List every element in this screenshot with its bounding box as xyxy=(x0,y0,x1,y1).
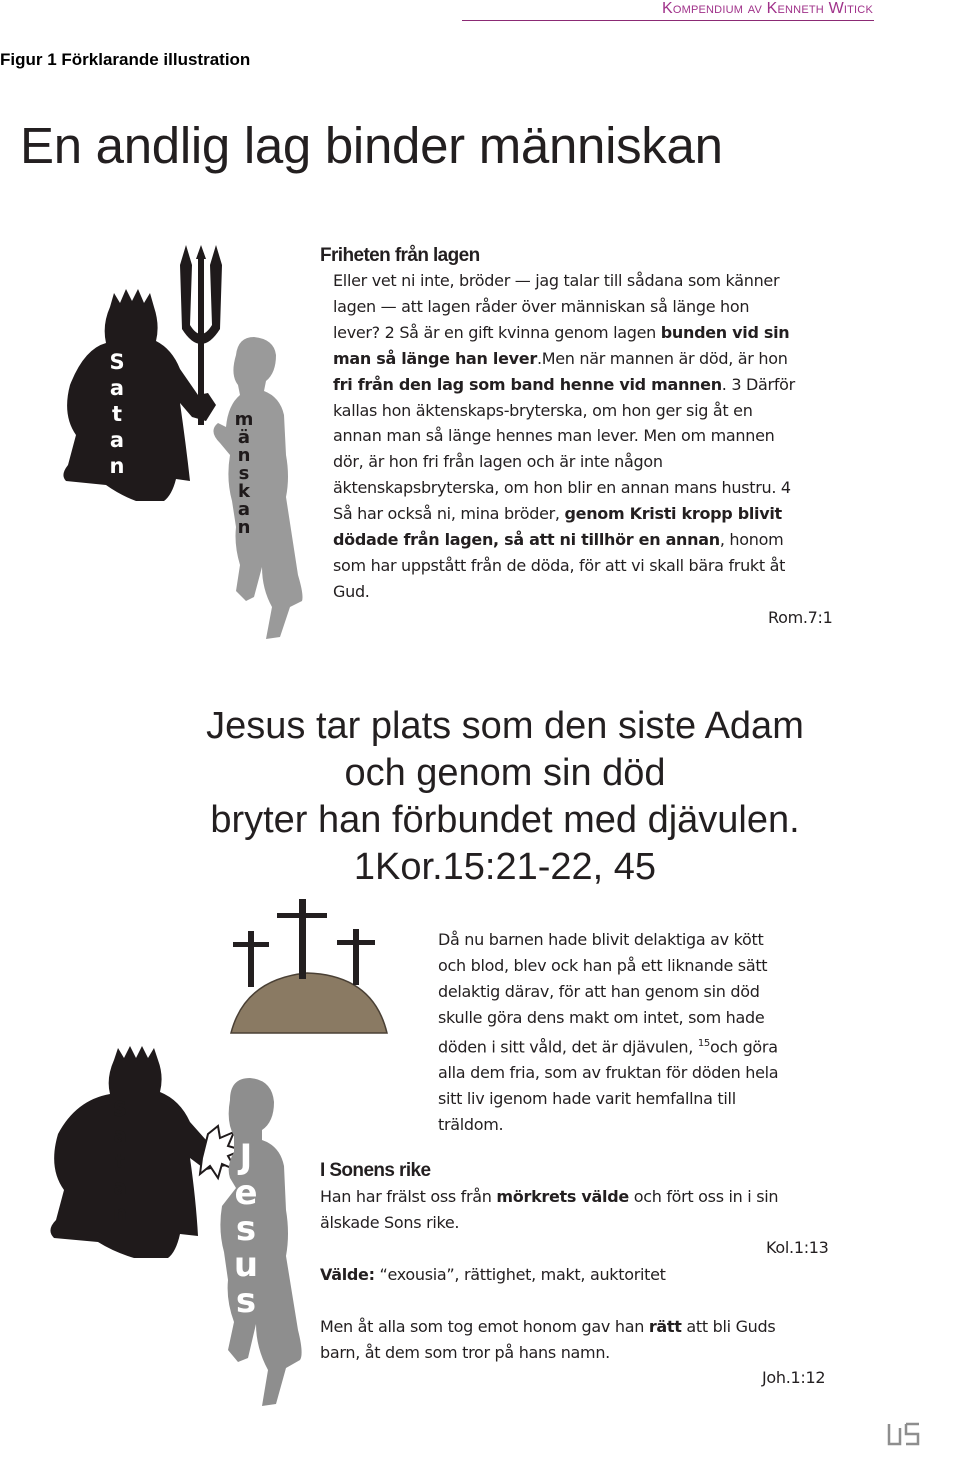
satan-letter: t xyxy=(111,402,123,426)
figure-label: Figur 1 Förklarande illustration xyxy=(0,50,251,69)
mid-title-line: och genom sin död xyxy=(344,752,666,794)
illustration-satan-human xyxy=(40,245,320,645)
text-line: älskade Sons rike. xyxy=(320,1212,460,1232)
term-label: Välde: xyxy=(320,1265,375,1284)
page-title: En andlig lag binder människan xyxy=(20,117,723,174)
reference-john: Joh.1:12 xyxy=(762,1368,826,1387)
text-line: lever? 2 Så är en gift kvinna genom lagen bunden vid sin xyxy=(333,322,790,342)
scripture-romans xyxy=(333,268,893,605)
text-line: skulle göra dens makt om intet, som hade xyxy=(438,1007,765,1027)
running-head: Kompendium av Kenneth Witick xyxy=(661,0,873,17)
text-line: annan man så länge hennes man lever. Men om mannen xyxy=(333,426,775,446)
human-letter: n xyxy=(237,445,251,466)
text-line: dör, är hon fri från lagen och är inte någon xyxy=(333,452,663,472)
satan-letter: S xyxy=(112,1097,128,1121)
satan-letter: a xyxy=(113,1123,127,1147)
human-letter: k xyxy=(238,481,250,502)
text-line: Så har också ni, mina bröder, genom Kristi kropp blivit xyxy=(333,504,782,524)
section-heading-kingdom: I Sonens rike xyxy=(320,1160,431,1181)
satan-letter: a xyxy=(109,376,125,400)
scripture-hebrews xyxy=(438,927,858,1138)
text-line: döden i sitt våld, det är djävulen, $^{15}$och göra xyxy=(438,1036,778,1056)
text-line: dödade från lagen, så att ni tillhör en annan, honom xyxy=(333,530,784,550)
text-line: Då nu barnen hade blivit delaktiga av kött xyxy=(438,930,764,949)
satan-letter: t xyxy=(115,1149,125,1173)
human-silhouette-icon xyxy=(213,337,302,639)
human-letter: a xyxy=(237,499,251,520)
hill-icon xyxy=(231,973,387,1033)
header-rule xyxy=(462,20,874,21)
text-line: sitt liv igenom hade varit hemfallna till xyxy=(438,1088,736,1108)
illustration-satan-jesus xyxy=(30,1030,320,1410)
jesus-letter: s xyxy=(235,1281,257,1321)
jesus-letter: s xyxy=(235,1209,257,1249)
text-line: Eller vet ni inte, bröder — jag talar till sådana som känner xyxy=(333,271,780,290)
human-letter: s xyxy=(238,463,250,484)
golgotha-illustration xyxy=(225,895,395,1040)
text-line: som har uppstått från de döda, för att vi skall bära frukt åt xyxy=(333,555,786,575)
text-line: Men åt alla som tog emot honom gav han rätt att bli Guds xyxy=(320,1317,776,1336)
cross-icon xyxy=(277,899,327,979)
text-line: man så länge han lever.Men när mannen är död, är hon xyxy=(333,348,788,368)
human-letter: m xyxy=(234,409,254,430)
cross-icon xyxy=(233,931,269,987)
text-line: alla dem fria, som av fruktan för döden hela xyxy=(438,1062,779,1082)
text-line: delaktig därav, för att han genom sin död xyxy=(438,981,760,1001)
scripture-colossians xyxy=(320,1184,880,1236)
mid-title xyxy=(60,703,950,891)
satan-letter: a xyxy=(113,1175,127,1199)
mid-title-line: Jesus tar plats som den siste Adam xyxy=(206,705,804,747)
text-line: Gud. xyxy=(333,581,370,601)
term-definition-text: “exousia”, rättighet, makt, auktoritet xyxy=(374,1265,666,1284)
satan-silhouette-icon xyxy=(50,1046,226,1258)
text-line: Han har frälst oss från mörkrets välde och fört oss in i sin xyxy=(320,1187,779,1206)
mid-title-line: 1Kor.15:21-22, 45 xyxy=(353,846,657,888)
verse-number: 15 xyxy=(697,1037,710,1049)
jesus-letter: u xyxy=(233,1245,259,1285)
text-line: lagen — att lagen råder över människan så länge hon xyxy=(333,296,750,316)
satan-letter: a xyxy=(109,428,125,452)
human-letter: ä xyxy=(237,427,251,448)
text-line: träldom. xyxy=(438,1114,504,1134)
cross-icon xyxy=(337,929,375,985)
satan-letter: n xyxy=(109,454,125,478)
jesus-letter: J xyxy=(239,1137,253,1177)
text-line: äktenskapsbryterska, om hon blir en annan mans hustru. 4 xyxy=(333,478,791,498)
jesus-letter: e xyxy=(234,1173,258,1213)
text-line: fri från den lag som band henne vid mannen. 3 Därför xyxy=(333,374,795,394)
satan-silhouette-icon xyxy=(63,289,216,501)
satan-letter: S xyxy=(109,350,125,374)
term-definition xyxy=(320,1262,880,1288)
page-number-badge-icon xyxy=(886,1420,922,1450)
jesus-silhouette-icon xyxy=(220,1078,301,1406)
reference-colossians: Kol.1:13 xyxy=(766,1238,829,1257)
text-line: barn, åt dem som tror på hans namn. xyxy=(320,1342,610,1362)
scripture-john xyxy=(320,1314,880,1366)
mid-title-line: bryter han förbundet med djävulen. xyxy=(210,799,800,841)
human-letter: n xyxy=(237,517,251,538)
section-heading-freedom: Friheten från lagen xyxy=(320,245,480,266)
text-line: kallas hon äktenskaps-bryterska, om hon ger sig åt en xyxy=(333,400,753,420)
reference-romans: Rom.7:1 xyxy=(768,608,833,627)
satan-letter: n xyxy=(112,1201,128,1225)
text-line: och blod, blev ock han på ett liknande sätt xyxy=(438,955,768,975)
